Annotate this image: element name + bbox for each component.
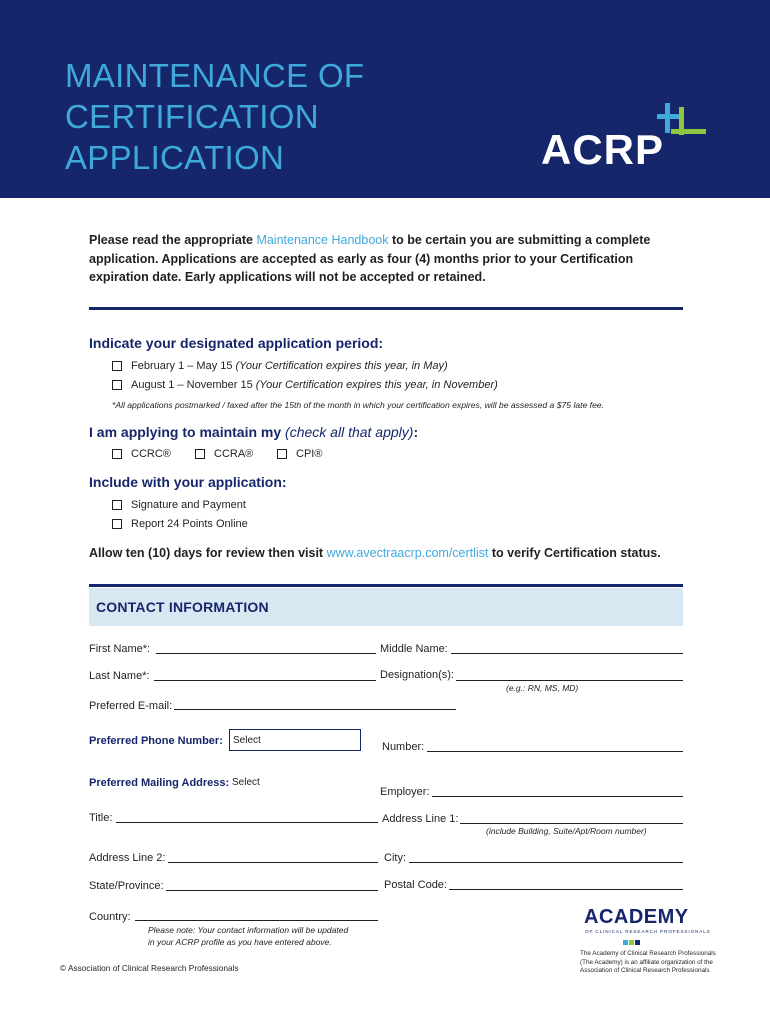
number-label: Number: xyxy=(382,741,425,753)
period-option-aug[interactable]: August 1 – November 15 (Your Certification expires this year, in November) xyxy=(112,379,498,391)
checkbox[interactable] xyxy=(112,361,122,371)
checkbox[interactable] xyxy=(277,449,287,459)
number-field[interactable] xyxy=(427,751,683,752)
include-option-signature[interactable]: Signature and Payment xyxy=(112,499,246,511)
address2-field[interactable] xyxy=(168,862,378,863)
country-label: Country: xyxy=(89,911,131,923)
maintain-option-ccra[interactable]: CCRA® xyxy=(195,448,253,460)
contact-title: CONTACT INFORMATION xyxy=(96,599,269,615)
address2-label: Address Line 2: xyxy=(89,852,166,864)
checkbox[interactable] xyxy=(112,519,122,529)
academy-subtitle: OF CLINICAL RESEARCH PROFESSIONALS xyxy=(585,929,711,934)
maintenance-handbook-link[interactable]: Maintenance Handbook xyxy=(256,233,389,247)
state-field[interactable] xyxy=(166,890,378,891)
copyright: © Association of Clinical Research Professionals xyxy=(60,963,239,973)
checkbox[interactable] xyxy=(195,449,205,459)
academy-logo: ACADEMY xyxy=(584,906,689,928)
designations-label: Designation(s): xyxy=(380,669,454,681)
employer-label: Employer: xyxy=(380,786,430,798)
include-heading: Include with your application: xyxy=(89,474,287,490)
email-field[interactable] xyxy=(174,709,456,710)
title-label: Title: xyxy=(89,812,113,824)
phone-type-select[interactable]: Select xyxy=(229,729,361,751)
period-heading: Indicate your designated application period: xyxy=(89,335,384,351)
middle-name-field[interactable] xyxy=(451,653,683,654)
checkbox[interactable] xyxy=(112,500,122,510)
middle-name-label: Middle Name: xyxy=(380,643,448,655)
review-notice: Allow ten (10) days for review then visit www.avectraacrp.com/certlist to verify Certification status. xyxy=(89,546,661,560)
academy-squares-icon xyxy=(623,938,641,945)
intro-text: Please read the appropriate Maintenance Handbook to be certain you are submitting a complete application. Applications are accepted as early as four (4) months prior to your Certification expiration date. Early applications will not be accepted or retained. xyxy=(89,233,651,284)
checkbox[interactable] xyxy=(112,380,122,390)
employer-field[interactable] xyxy=(432,796,683,797)
address1-hint: (include Building, Suite/Apt/Room number) xyxy=(486,826,647,836)
late-fee-footnote: *All applications postmarked / faxed after the 15th of the month in which your certification expires, will be assessed a $75 late fee. xyxy=(112,400,605,410)
period-option-feb[interactable]: February 1 – May 15 (Your Certification expires this year, in May) xyxy=(112,360,448,372)
address1-label: Address Line 1: xyxy=(382,813,459,825)
acrp-cross-icon xyxy=(657,103,707,135)
email-label: Preferred E-mail: xyxy=(89,700,173,712)
city-label: City: xyxy=(384,852,406,864)
first-name-label: First Name*: xyxy=(89,643,151,655)
certlist-link[interactable]: www.avectraacrp.com/certlist xyxy=(326,546,489,560)
mailing-address-select[interactable]: Select xyxy=(232,777,260,788)
contact-note: Please note: Your contact information will be updated in your ACRP profile as you have entered above. xyxy=(148,925,349,947)
last-name-label: Last Name*: xyxy=(89,670,150,682)
phone-type-label: Preferred Phone Number: xyxy=(89,735,223,747)
page-title: MAINTENANCE OF CERTIFICATION APPLICATION xyxy=(65,57,365,176)
city-field[interactable] xyxy=(409,862,683,863)
acrp-logo: ACRP xyxy=(541,126,665,173)
maintain-option-cpi[interactable]: CPI® xyxy=(277,448,322,460)
checkbox[interactable] xyxy=(112,449,122,459)
maintain-option-ccrc[interactable]: CCRC® xyxy=(112,448,171,460)
divider xyxy=(89,584,683,587)
address1-field[interactable] xyxy=(460,823,683,824)
title-field[interactable] xyxy=(116,822,378,823)
postal-field[interactable] xyxy=(449,889,683,890)
state-label: State/Province: xyxy=(89,880,164,892)
divider xyxy=(89,307,683,310)
mailing-address-label: Preferred Mailing Address: xyxy=(89,777,230,789)
include-option-points[interactable]: Report 24 Points Online xyxy=(112,518,248,530)
country-field[interactable] xyxy=(135,920,378,921)
maintain-heading: I am applying to maintain my (check all that apply): xyxy=(89,424,419,440)
postal-label: Postal Code: xyxy=(384,879,447,891)
first-name-field[interactable] xyxy=(156,653,376,654)
designations-field[interactable] xyxy=(456,680,683,681)
designations-hint: (e.g.: RN, MS, MD) xyxy=(506,683,579,693)
last-name-field[interactable] xyxy=(154,680,376,681)
academy-description: The Academy of Clinical Research Professionals (The Academy) is an affiliate organization of the Association of Clinical Research Professionals xyxy=(580,950,716,974)
